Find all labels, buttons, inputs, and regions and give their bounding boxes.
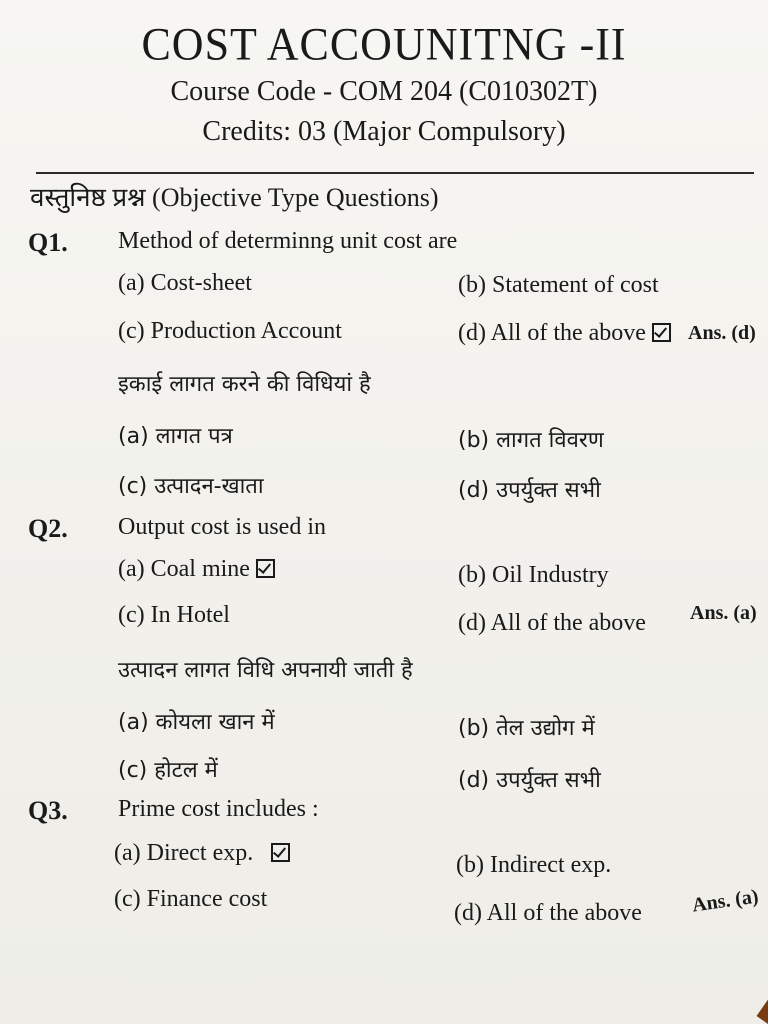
option-a	[118, 556, 275, 583]
hindi-question: इकाई लागत करने की विधियां है	[118, 372, 371, 397]
option-d-label: (d) All of the above	[458, 320, 646, 346]
option-a: (a) Cost-sheet	[118, 270, 252, 296]
answer-label: Ans. (a)	[690, 602, 757, 624]
question-text: Prime cost includes :	[118, 796, 319, 822]
hindi-option-a: (a) कोयला खान में	[118, 710, 275, 735]
option-d: (d) All of the above	[454, 900, 642, 926]
pen-tip-mark	[757, 983, 768, 1024]
credits: Credits: 03 (Major Compulsory)	[202, 116, 566, 147]
option-d	[458, 320, 671, 347]
checked-box-icon	[652, 323, 671, 342]
question-text: Output cost is used in	[118, 514, 326, 540]
header	[0, 18, 768, 152]
option-c: (c) Production Account	[118, 318, 342, 344]
option-a-label: (a) Direct exp.	[114, 840, 254, 866]
checked-box-icon	[256, 559, 275, 578]
hindi-option-d: (d) उपर्युक्त सभी	[458, 768, 601, 793]
hindi-option-c: (c) होटल में	[118, 758, 218, 783]
hindi-option-a: (a) लागत पत्र	[118, 424, 233, 449]
page-title: COST ACCOUNITNG -II	[141, 18, 627, 71]
option-b: (b) Indirect exp.	[456, 852, 612, 878]
hindi-option-d: (d) उपर्युक्त सभी	[458, 478, 601, 503]
question-number: Q1.	[28, 228, 68, 257]
question-number: Q3.	[28, 796, 68, 825]
option-d: (d) All of the above	[458, 610, 646, 636]
hindi-option-c: (c) उत्पादन-खाता	[118, 474, 264, 499]
option-b: (b) Oil Industry	[458, 562, 609, 588]
answer-label: Ans. (d)	[688, 322, 756, 344]
course-code: Course Code - COM 204 (C010302T)	[170, 76, 598, 107]
header-divider	[36, 172, 754, 174]
option-a	[114, 840, 290, 867]
option-b: (b) Statement of cost	[458, 272, 659, 298]
hindi-option-b: (b) लागत विवरण	[458, 428, 604, 453]
option-c: (c) Finance cost	[114, 886, 268, 912]
section-heading: वस्तुनिष्ठ प्रश्न (Objective Type Questions)	[30, 183, 439, 212]
answer-label: Ans. (a)	[690, 885, 760, 917]
checked-box-icon	[271, 843, 290, 862]
question-number: Q2.	[28, 514, 68, 543]
hindi-question: उत्पादन लागत विधि अपनायी जाती है	[118, 658, 413, 683]
option-a-label: (a) Coal mine	[118, 556, 250, 582]
question-text: Method of determinng unit cost are	[118, 228, 458, 254]
hindi-option-b: (b) तेल उद्योग में	[458, 716, 595, 741]
option-c: (c) In Hotel	[118, 602, 230, 628]
